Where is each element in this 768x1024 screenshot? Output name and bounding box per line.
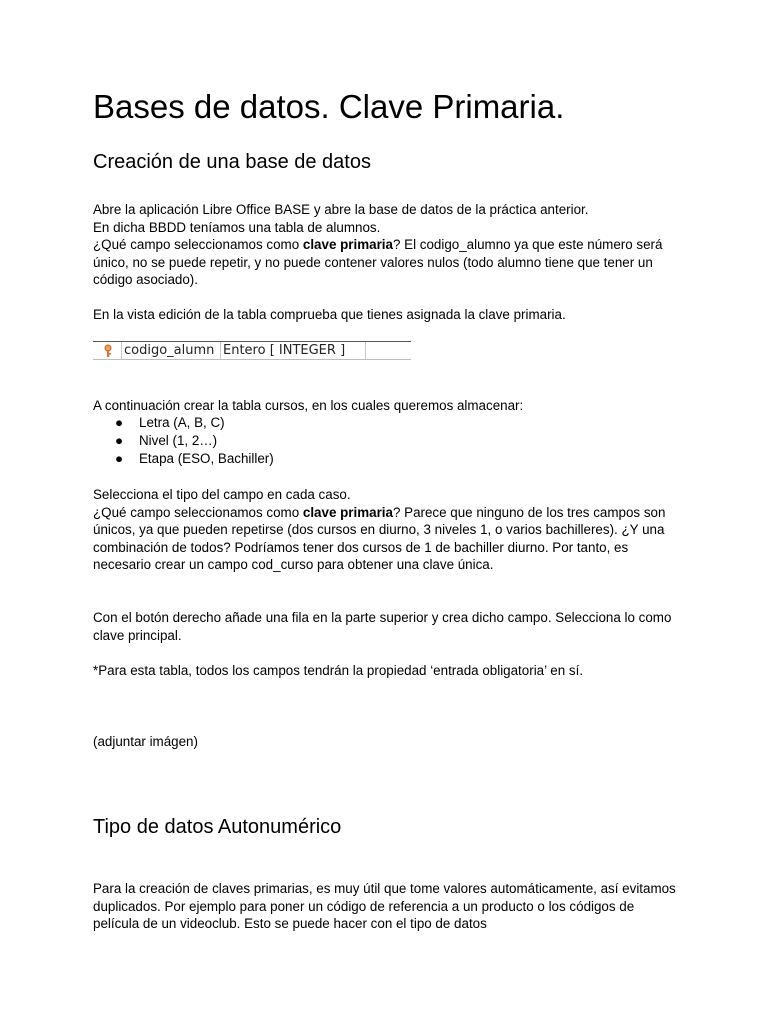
field-type-cell: Entero [ INTEGER ] bbox=[223, 343, 346, 358]
list-item: ● Nivel (1, 2…) bbox=[115, 433, 218, 448]
section-heading-creacion: Creación de una base de datos bbox=[93, 151, 371, 173]
bold-clave-primaria: clave primaria bbox=[302, 504, 393, 520]
table-design-snippet bbox=[93, 340, 411, 360]
selecciona-line: Selecciona el tipo del campo en cada caso. bbox=[93, 487, 351, 502]
paragraph-vista-edicion: En la vista edición de la tabla comprueba que tienes asignada la clave primaria. bbox=[93, 307, 566, 322]
question-prefix: ¿Qué campo seleccionamos como bbox=[93, 504, 303, 520]
paragraph-autonumerico: Para la creación de claves primarias, es muy útil que tome valores automáticamente, así evitamos duplicados. Por ejemplo para poner un código de referencia a un producto o los códigos de película de un videoclub. Esto se puede hacer con el tipo de datos bbox=[93, 881, 676, 932]
document-title: Bases de datos. Clave Primaria. bbox=[93, 88, 565, 125]
intro-line-2: En dicha BBDD teníamos una tabla de alumnos. bbox=[93, 219, 381, 235]
paragraph-adjuntar-imagen: (adjuntar imágen) bbox=[93, 734, 198, 749]
question-answer: ? El codigo_alumno ya que este número será único, no se puede repetir, y no puede contener valores nulos (todo alumno tiene que tener un código asociado). bbox=[93, 237, 663, 288]
intro-line-1: Abre la aplicación Libre Office BASE y abre la base de datos de la práctica anterior. bbox=[93, 202, 589, 217]
key-icon bbox=[103, 344, 113, 358]
paragraph-entrada-obligatoria: *Para esta tabla, todos los campos tendrán la propiedad ‘entrada obligatoria’ en sí. bbox=[93, 663, 584, 678]
list-item: ● Etapa (ESO, Bachiller) bbox=[115, 451, 274, 466]
paragraph-selecciona bbox=[93, 486, 683, 574]
list-item: ● Letra (A, B, C) bbox=[115, 415, 225, 430]
question-answer: ? Parece que ninguno de los tres campos son únicos, ya que pueden repetirse (dos cursos en diurno, 3 niveles 1, o varios bachilleres). ¿Y una combinación de todos? Podríamos tener dos cursos de 1 de bachiller diurno. Por tanto, es necesario crear un campo cod_curso para obtener una clave única. bbox=[93, 504, 666, 573]
bullet-list-campos bbox=[93, 414, 683, 468]
snippet-bottom-border bbox=[93, 359, 411, 360]
paragraph-tabla-cursos: A continuación crear la tabla cursos, en los cuales queremos almacenar: bbox=[93, 398, 524, 413]
question-prefix: ¿Qué campo seleccionamos como bbox=[93, 237, 303, 253]
paragraph-boton-derecho: Con el botón derecho añade una fila en la parte superior y crea dicho campo. Selecciona lo como clave principal. bbox=[93, 610, 672, 643]
snippet-divider bbox=[365, 342, 366, 359]
paragraph-intro bbox=[93, 201, 683, 289]
field-name-cell: codigo_alumn bbox=[124, 343, 215, 358]
snippet-divider bbox=[121, 342, 122, 359]
snippet-divider bbox=[220, 342, 221, 359]
section-heading-autonumerico: Tipo de datos Autonumérico bbox=[93, 816, 342, 838]
bold-clave-primaria: clave primaria bbox=[302, 237, 393, 253]
